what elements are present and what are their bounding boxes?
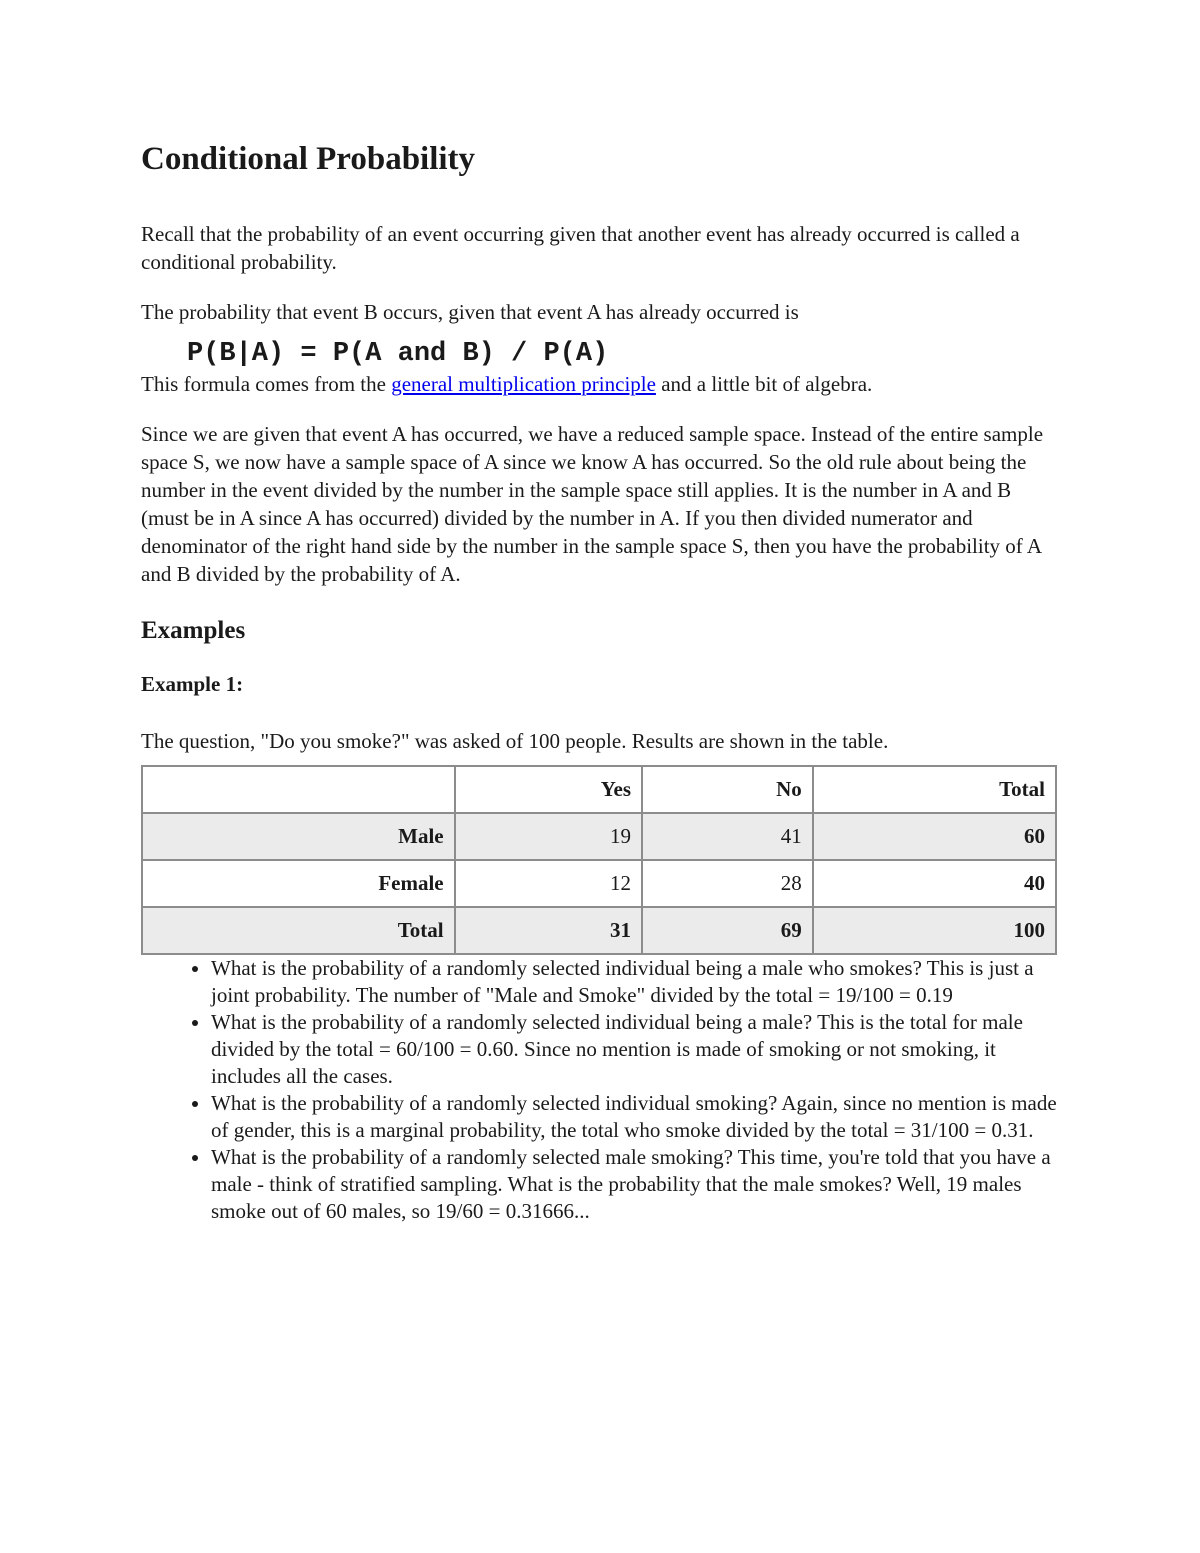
document-page	[141, 140, 1059, 1225]
formula-source-paragraph	[141, 370, 1059, 398]
table-row-label: Female	[142, 860, 455, 907]
table-cell: 60	[813, 813, 1056, 860]
list-item: • What is the probability of a randomly selected individual being a male who smokes? This is just a joint probability. The number of "Male and Smoke" divided by the total = 19/100 = 0.19	[211, 955, 1059, 1009]
examples-heading: Examples	[141, 616, 246, 644]
table-cell: 100	[813, 907, 1056, 954]
page-title: Conditional Probability	[141, 141, 476, 177]
reduced-sample-space-paragraph: Since we are given that event A has occurred, we have a reduced sample space. Instead of the entire sample space S, we now have a sample space of A since we know A has occurred. So the old rule about being the number in the event divided by the number in the sample space still applies. It is the number in A and B (must be in A since A has occurred) divided by the number in A. If you then divided numerator and denominator of the right hand side by the number in the sample space S, then you have the probability of A and B divided by the probability of A.	[141, 421, 1044, 586]
smoking-table	[141, 765, 1057, 955]
table-header-row	[142, 766, 1056, 813]
general-multiplication-principle-link[interactable]: general multiplication principle	[391, 371, 656, 396]
intro-paragraph: Recall that the probability of an event occurring given that another event has already occurred is called a conditional probability.	[141, 221, 1020, 274]
table-cell: 40	[813, 860, 1056, 907]
table-header-cell: Yes	[455, 766, 642, 813]
example-1-heading: Example 1:	[141, 671, 244, 696]
table-header-cell: No	[642, 766, 813, 813]
example-1-text: The question, "Do you smoke?" was asked of 100 people. Results are shown in the table.	[141, 728, 889, 753]
table-cell: 28	[642, 860, 813, 907]
table-header-cell: Total	[813, 766, 1056, 813]
table-row	[142, 813, 1056, 860]
list-item: • What is the probability of a randomly selected individual smoking? Again, since no mention is made of gender, this is a marginal probability, the total who smoke divided by the total = 31/100 = 0.31.	[211, 1090, 1059, 1144]
list-item: • What is the probability of a randomly selected individual being a male? This is the total for male divided by the total = 60/100 = 0.60. Since no mention is made of smoking or not smoking, it includes all the cases.	[211, 1009, 1059, 1090]
table-cell: 12	[455, 860, 642, 907]
table-row-label: Male	[142, 813, 455, 860]
table-header-cell	[142, 766, 455, 813]
table-cell: 41	[642, 813, 813, 860]
table-cell: 19	[455, 813, 642, 860]
table-row	[142, 860, 1056, 907]
table-row-label: Total	[142, 907, 455, 954]
formula-source-text-after: and a little bit of algebra.	[655, 371, 873, 396]
list-item: • What is the probability of a randomly selected male smoking? This time, you're told that you have a male - think of stratified sampling. What is the probability that the male smokes? Well, 19 males smoke out of 60 males, so 19/60 = 0.31666...	[211, 1144, 1059, 1225]
definition-paragraph: The probability that event B occurs, given that event A has already occurred is	[141, 299, 799, 324]
example-1-questions	[141, 955, 1059, 1225]
table-cell: 31	[455, 907, 642, 954]
table-cell: 69	[642, 907, 813, 954]
conditional-probability-formula: P(B|A) = P(A and B) / P(A)	[187, 338, 609, 369]
formula-source-text-before: This formula comes from the	[141, 371, 392, 396]
table-row	[142, 907, 1056, 954]
